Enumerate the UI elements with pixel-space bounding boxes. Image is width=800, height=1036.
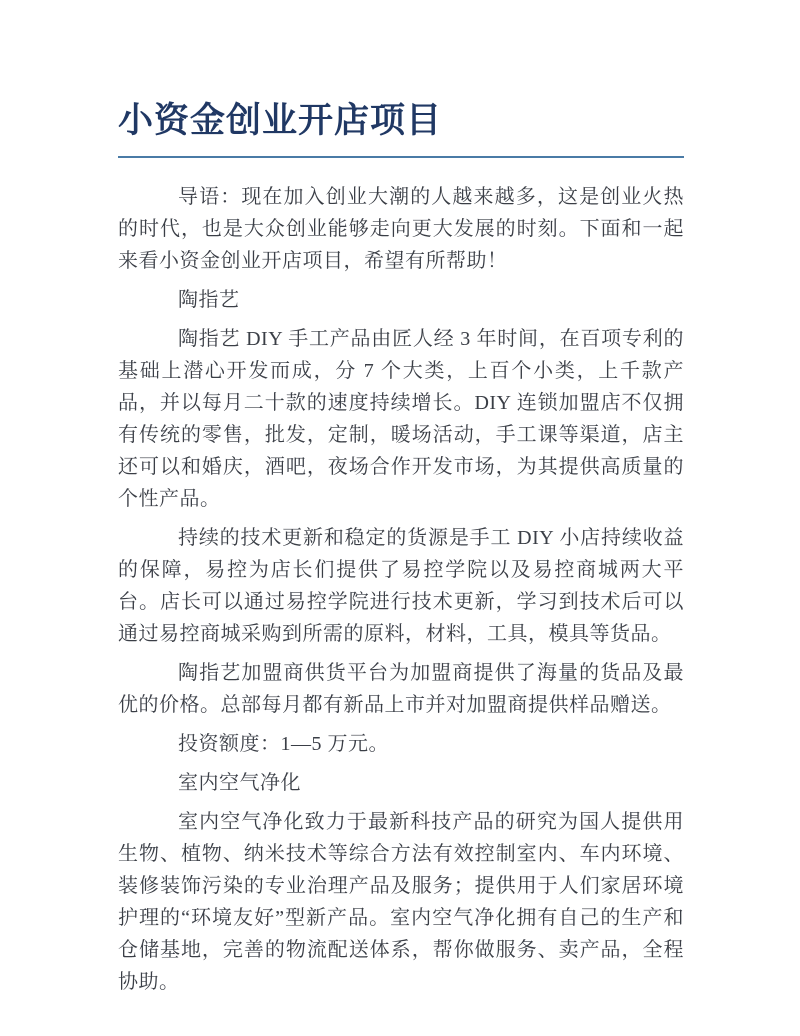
paragraph: 投资额度：1—5 万元。: [178, 733, 389, 755]
title-divider: [118, 156, 684, 158]
paragraph: 陶指艺 DIY 手工产品由匠人经 3 年时间，在百项专利的基础上潜心开发而成，分 7 个大类，上百个小类，上千款产品，并以每月二十款的速度持续增长。DIY 连锁加盟店不仅拥有传统的零售，批发，定制，暖场活动，手工课等渠道，店主还可以和婚庆，酒吧，夜场合作开发市场，为其提供高质量的个性产品。: [118, 328, 684, 510]
document-body: [118, 181, 684, 998]
document-content: [118, 99, 684, 1005]
paragraph: 陶指艺加盟商供货平台为加盟商提供了海量的货品及最优的价格。总部每月都有新品上市并对加盟商提供样品赠送。: [118, 662, 684, 716]
paragraph: 室内空气净化致力于最新科技产品的研究为国人提供用生物、植物、纳米技术等综合方法有效控制室内、车内环境、装修装饰污染的专业治理产品及服务；提供用于人们家居环境护理的“环境友好”型新产品。室内空气净化拥有自己的生产和仓储基地，完善的物流配送体系，帮你做服务、卖产品，全程协助。: [118, 811, 684, 993]
paragraph: 持续的技术更新和稳定的货源是手工 DIY 小店持续收益的保障，易控为店长们提供了易控学院以及易控商城两大平台。店长可以通过易控学院进行技术更新，学习到技术后可以通过易控商城采购到所需的原料，材料，工具，模具等货品。: [118, 527, 684, 645]
paragraph: 导语：现在加入创业大潮的人越来越多，这是创业火热的时代，也是大众创业能够走向更大发展的时刻。下面和一起来看小资金创业开店项目，希望有所帮助！: [118, 186, 684, 272]
section-heading: 室内空气净化: [178, 772, 301, 794]
section-heading: 陶指艺: [178, 289, 240, 311]
page-title: 小资金创业开店项目: [118, 101, 443, 140]
